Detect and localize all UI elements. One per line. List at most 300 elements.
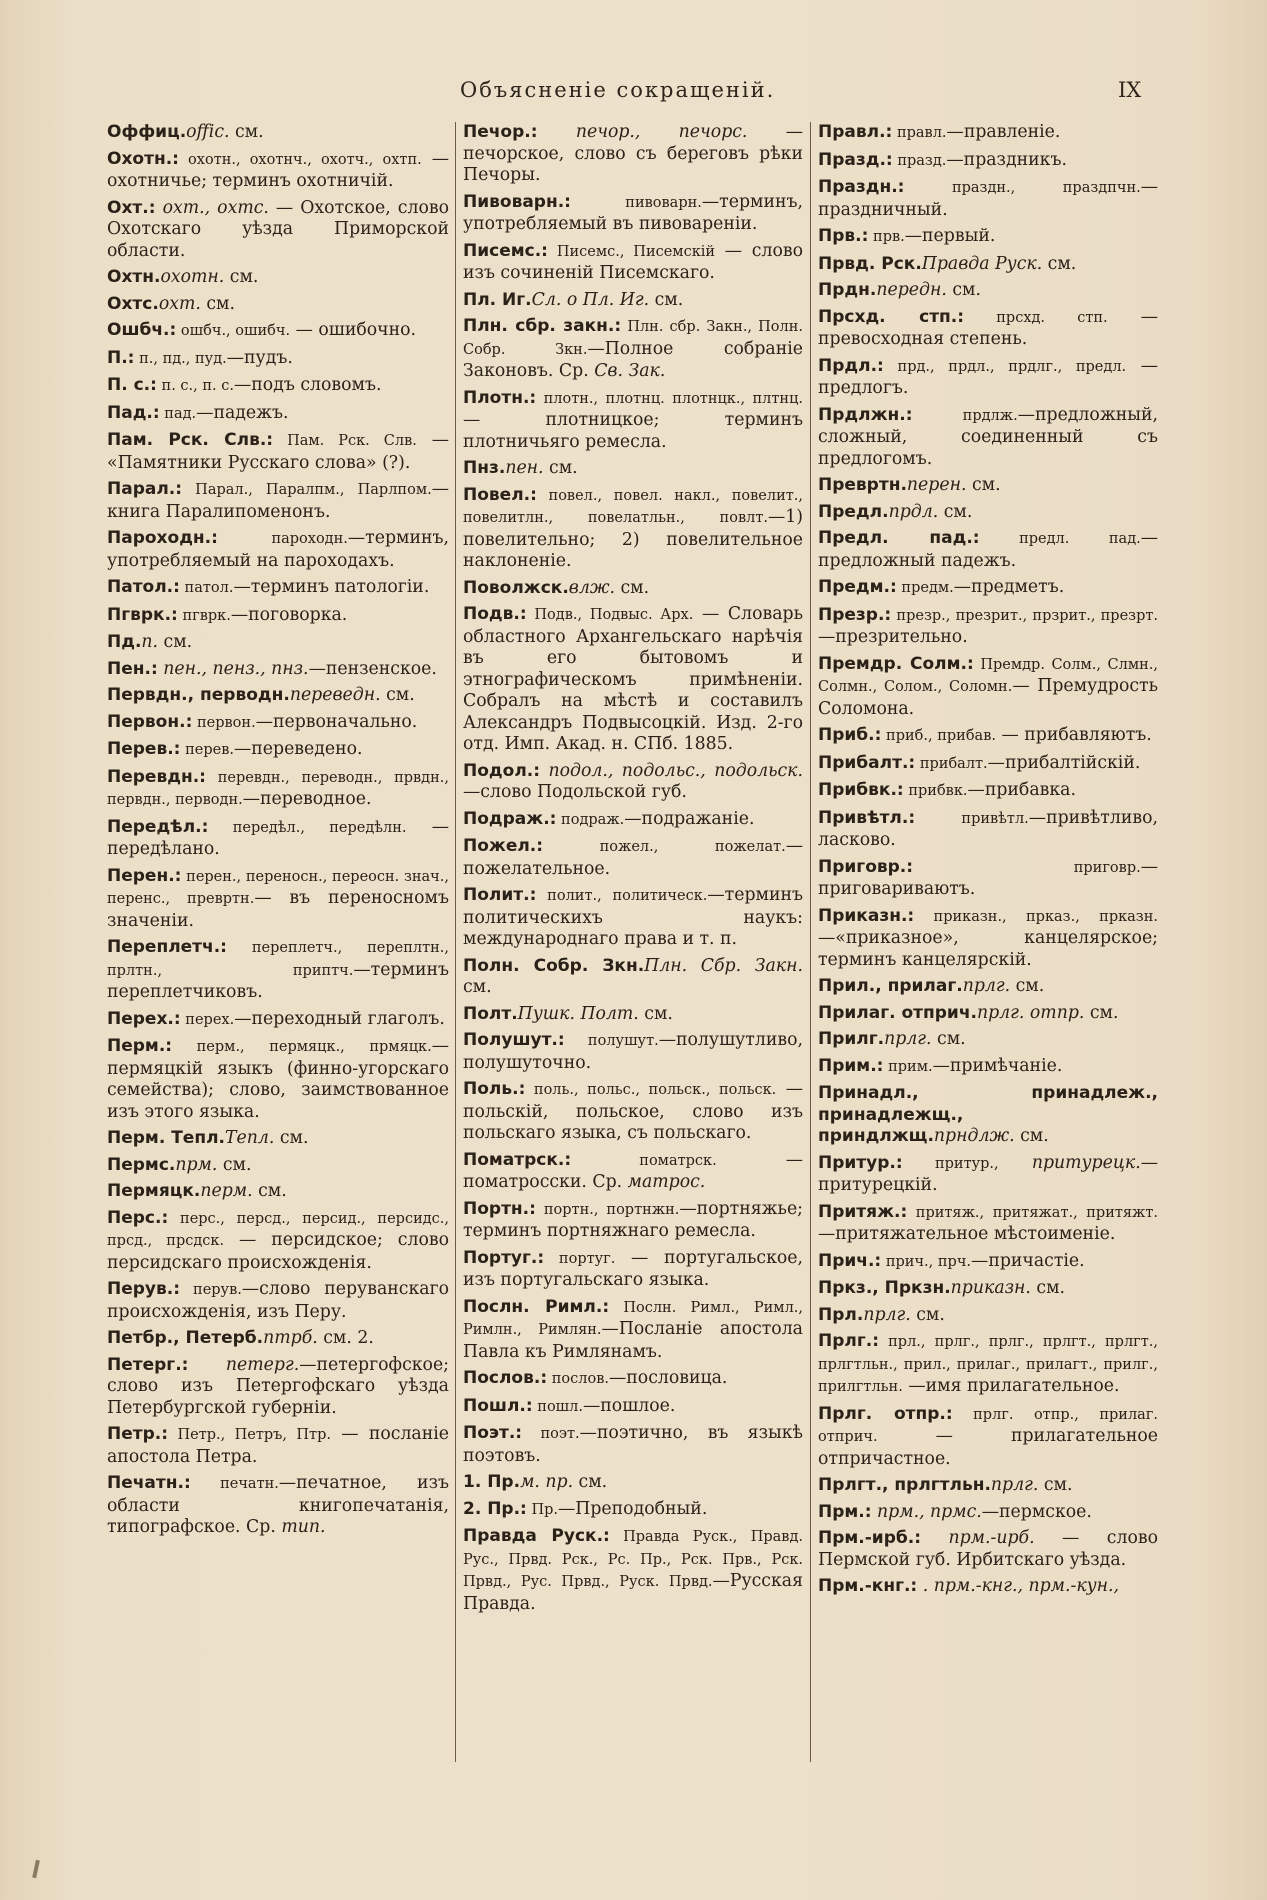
entry-headword: Предл. bbox=[818, 501, 889, 522]
column-1 bbox=[107, 122, 449, 1544]
entry-abbreviation: передн. bbox=[876, 280, 947, 300]
dictionary-entry bbox=[818, 1502, 1158, 1524]
dictionary-entry bbox=[818, 725, 1158, 748]
entry-definition: —первый. bbox=[904, 226, 996, 246]
entry-headword: Полушут.: bbox=[463, 1030, 565, 1050]
entry-headword: Предл. пад.: bbox=[818, 528, 980, 548]
entry-abbreviation: перевдн., переводн., првдн., первдн., перводн. bbox=[107, 769, 449, 808]
entry-definition: —причастіе. bbox=[971, 1250, 1085, 1271]
entry-headword: Притур.: bbox=[818, 1152, 903, 1173]
entry-definition: —терминъ переплетчиковъ. bbox=[107, 959, 449, 1002]
entry-abbreviation: прлг. bbox=[990, 1475, 1039, 1495]
entry-abbreviation: перев. bbox=[180, 742, 234, 758]
entry-definition: —предлогъ. bbox=[818, 355, 1158, 398]
dictionary-entry bbox=[107, 1355, 449, 1420]
entry-abbreviation: предм. bbox=[896, 580, 954, 596]
entry-definition: —книга Паралипоменонъ. bbox=[107, 479, 449, 522]
entry-definition: —пензенское. bbox=[308, 658, 437, 679]
entry-definition: —пожелательное. bbox=[463, 836, 803, 879]
dictionary-entry bbox=[107, 294, 449, 316]
entry-abbreviation: прлг. отпр. bbox=[976, 1002, 1085, 1023]
column-rule bbox=[455, 122, 456, 1762]
entry-definition: —Посланіе апостола Павла къ Римлянамъ. bbox=[463, 1319, 803, 1362]
dictionary-entry bbox=[107, 685, 449, 707]
entry-definition: —правленіе. bbox=[946, 122, 1061, 142]
entry-abbreviation: ошбч., ошибч. bbox=[176, 323, 291, 339]
dictionary-entry bbox=[818, 1576, 1158, 1598]
entry-definition: см. bbox=[938, 501, 973, 522]
entry-definition: — польскій, польское, слово изъ польскаго языка, съ польскаго. bbox=[463, 1079, 804, 1143]
entry-definition: —поговорка. bbox=[230, 604, 348, 625]
entry-definition: — печорское, слово съ береговъ рѣки Печоры. bbox=[463, 122, 803, 185]
entry-headword: Перевдн.: bbox=[107, 766, 206, 787]
entry-abbreviation: Правда Руск., Правд. Рус., Првд. Рск., Рс. Пр., Рск. Прв., Рск. Првд., Рус. Првд., Руск. Првд. bbox=[463, 1529, 803, 1590]
entry-abbreviation: п. bbox=[141, 632, 159, 652]
entry-abbreviation: первон. bbox=[192, 714, 256, 731]
dictionary-entry bbox=[818, 122, 1158, 145]
dictionary-entry bbox=[463, 1030, 803, 1074]
entry-abbreviation: . прм.-кнг., прм.-кун., bbox=[917, 1576, 1120, 1596]
entry-definition: —терминъ, употребляемый на пароходахъ. bbox=[107, 528, 449, 571]
entry-definition: —пудъ. bbox=[226, 347, 293, 368]
entry-abbreviation: прсхд. стп. bbox=[964, 309, 1108, 326]
dictionary-entry bbox=[818, 976, 1158, 998]
dictionary-entry bbox=[818, 808, 1158, 852]
entry-headword: Прибвк.: bbox=[818, 780, 904, 800]
dictionary-entry bbox=[107, 320, 449, 343]
entry-headword: Печор.: bbox=[463, 122, 538, 142]
entry-headword: Первон.: bbox=[107, 711, 193, 732]
entry-definition: —презрительно. bbox=[818, 627, 968, 647]
entry-abbreviation: правл. bbox=[892, 125, 947, 141]
entry-abbreviation: прибалт. bbox=[915, 755, 988, 772]
entry-abbreviation: Правда Руск. bbox=[921, 253, 1043, 274]
entry-abbreviation: м. пр. bbox=[520, 1472, 574, 1492]
entry-headword: Прил., прилаг. bbox=[818, 976, 963, 996]
entry-abbreviation: Пушк. Полт. bbox=[517, 1003, 639, 1024]
entry-definition: —переводное. bbox=[242, 789, 372, 809]
entry-headword: Поматрск.: bbox=[463, 1149, 572, 1170]
entry-headword: Прим.: bbox=[818, 1055, 884, 1076]
entry-headword: Перен.: bbox=[107, 865, 182, 886]
entry-abbreviation: перм., пермяцк., прмяцк. bbox=[172, 1039, 432, 1055]
entry-definition: —переходный глаголъ. bbox=[234, 1008, 445, 1029]
entry-definition: —падежъ. bbox=[196, 402, 289, 423]
entry-definition: см. bbox=[615, 577, 650, 598]
entry-headword: Прм.-кнг.: bbox=[818, 1576, 918, 1596]
entry-abbreviation: передѣл., передѣлн. bbox=[208, 819, 407, 836]
entry-definition: —подражаніе. bbox=[624, 808, 755, 829]
entry-headword: Петр.: bbox=[107, 1424, 169, 1444]
entry-abbreviation: печор., печорс. bbox=[537, 122, 748, 142]
dictionary-entry bbox=[463, 604, 803, 756]
entry-headword: Прм.-ирб.: bbox=[818, 1528, 922, 1548]
entry-headword: Охотн.: bbox=[107, 148, 179, 169]
entry-abbreviation: поль., польс., польск., польск. bbox=[525, 1082, 777, 1098]
entry-abbreviation: Премдр. Солм., Слмн., Солмн., Солом., Соломн. bbox=[818, 656, 1158, 695]
entry-definition: — въ переносномъ значеніи. bbox=[107, 888, 449, 931]
margin-mark bbox=[32, 1860, 40, 1878]
entry-definition: см. 2. bbox=[317, 1328, 374, 1348]
dictionary-entry bbox=[107, 632, 449, 654]
dictionary-entry bbox=[107, 767, 449, 812]
dictionary-entry bbox=[107, 712, 449, 735]
entry-headword: Петбр., Петерб. bbox=[107, 1328, 264, 1348]
dictionary-entry bbox=[463, 458, 803, 480]
entry-definition: см. bbox=[649, 289, 684, 310]
entry-abbreviation: португ. bbox=[544, 1250, 616, 1267]
entry-abbreviation: пароходн. bbox=[217, 531, 348, 547]
dictionary-entry bbox=[463, 1396, 803, 1419]
entry-abbreviation: петерг. bbox=[188, 1354, 300, 1375]
dictionary-entry bbox=[107, 1424, 449, 1468]
entry-definition: —«приказное», канцелярское; терминъ канцелярскій. bbox=[818, 928, 1158, 970]
entry-headword: Полт. bbox=[463, 1003, 518, 1024]
entry-headword: Плотн.: bbox=[463, 387, 537, 408]
dictionary-entry bbox=[818, 405, 1158, 471]
dictionary-entry bbox=[818, 1404, 1158, 1471]
entry-headword: Португ.: bbox=[463, 1247, 545, 1268]
entry-headword: Правл.: bbox=[818, 122, 893, 142]
entry-abbreviation: Петр., Петръ, Птр. bbox=[168, 1427, 331, 1443]
entry-headword: Писемс.: bbox=[463, 240, 548, 261]
entry-abbreviation: offic. bbox=[186, 122, 230, 142]
dictionary-entry bbox=[818, 1528, 1158, 1571]
entry-abbreviation: перув. bbox=[180, 1282, 242, 1298]
entry-abbreviation: пивоварн. bbox=[570, 194, 702, 211]
entry-headword: Презр.: bbox=[818, 604, 892, 625]
entry-definition: — Премудрость Соломона. bbox=[818, 676, 1158, 719]
entry-abbreviation: пад. bbox=[159, 405, 197, 422]
entry-definition: — Словарь областного Архангельскаго нарѣчія въ его бытовомъ и этнографическомъ примѣненіи. Собралъ на мѣстѣ и составилъ Александръ Подвысоцкій. Изд. 2-го отд. Имп. Акад. н. СПб. 1885. bbox=[463, 604, 803, 754]
entry-abbreviation: портн., портнжн. bbox=[535, 1201, 680, 1218]
dictionary-entry bbox=[818, 528, 1158, 572]
dictionary-entry bbox=[107, 605, 449, 628]
entry-abbreviation: послов. bbox=[547, 1371, 609, 1387]
entry-definition: —переведено. bbox=[233, 739, 363, 759]
entry-abbreviation: поматрск. bbox=[571, 1152, 717, 1169]
entry-abbreviation: Подв., Подвыс. Арх. bbox=[526, 607, 694, 623]
entry-definition: — превосходная степень. bbox=[818, 306, 1158, 349]
entry-headword: Прдл.: bbox=[818, 355, 884, 376]
entry-definition: —привѣтливо, ласково. bbox=[818, 807, 1158, 850]
dictionary-entry bbox=[107, 866, 449, 933]
entry-headword: Прсхд. стп.: bbox=[818, 306, 965, 327]
entry-abbreviation: прим. bbox=[883, 1058, 933, 1075]
dictionary-entry bbox=[463, 192, 803, 236]
entry-headword: Пд. bbox=[107, 632, 142, 652]
entry-definition: см. bbox=[638, 1003, 673, 1024]
entry-abbreviation: матрос. bbox=[627, 1172, 706, 1192]
entry-definition: —пошлое. bbox=[582, 1395, 676, 1416]
dictionary-entry bbox=[107, 430, 449, 474]
entry-abbreviation: презр., презрит., прзрит., презрт. bbox=[891, 607, 1158, 624]
entry-headword: Ошбч.: bbox=[107, 320, 177, 340]
entry-abbreviation: притяж., притяжат., притяжт. bbox=[907, 1204, 1158, 1221]
entry-abbreviation: празд. bbox=[892, 152, 947, 169]
dictionary-entry bbox=[107, 937, 449, 1004]
entry-abbreviation: прдлж. bbox=[912, 407, 1018, 424]
dictionary-entry bbox=[107, 817, 449, 861]
entry-headword: Пгврк.: bbox=[107, 604, 178, 625]
dictionary-entry bbox=[818, 1083, 1158, 1148]
entry-abbreviation: печатн. bbox=[190, 1476, 279, 1492]
entry-abbreviation: пен., пенз., пнз. bbox=[157, 658, 309, 679]
dictionary-entry bbox=[463, 761, 803, 804]
entry-definition: см. bbox=[200, 293, 235, 314]
entry-abbreviation: Сл. о Пл. Иг. bbox=[531, 289, 650, 310]
entry-definition: см. bbox=[910, 1304, 945, 1325]
page-number: IX bbox=[1118, 78, 1142, 102]
dictionary-entry bbox=[818, 1056, 1158, 1079]
entry-headword: Правда Руск.: bbox=[463, 1526, 610, 1546]
entry-headword: Пен.: bbox=[107, 658, 158, 679]
entry-abbreviation: прндлж. bbox=[933, 1126, 1015, 1146]
entry-abbreviation: перен., переносн., переосн. знач., перенс., превртн. bbox=[107, 868, 449, 907]
entry-definition: —1) повелительно; 2) повелительное наклоненіе. bbox=[463, 507, 803, 571]
entry-headword: Пожел.: bbox=[463, 836, 544, 856]
entry-abbreviation: повел., повел. накл., повелит., повелитлн., повелатльн., повлт. bbox=[463, 487, 803, 526]
entry-abbreviation: прм. bbox=[175, 1154, 218, 1175]
entry-headword: Пркз., Пркзн. bbox=[818, 1278, 951, 1298]
dictionary-entry bbox=[463, 1199, 803, 1243]
entry-abbreviation: Тепл. bbox=[224, 1128, 275, 1148]
entry-abbreviation: Пам. Рск. Слв. bbox=[273, 433, 417, 449]
entry-headword: Послн. Римл.: bbox=[463, 1296, 610, 1317]
entry-definition: —пословица. bbox=[608, 1368, 728, 1388]
dictionary-entry bbox=[818, 307, 1158, 351]
entry-abbreviation: притурецк. bbox=[998, 1152, 1141, 1173]
entry-abbreviation: перс., персд., персид., персидс., прсд., прсдск. bbox=[107, 1210, 449, 1249]
entry-definition: — прибавляютъ. bbox=[995, 725, 1152, 745]
entry-definition: см. bbox=[543, 458, 578, 478]
dictionary-entry bbox=[107, 149, 449, 193]
entry-definition: — плотницкое; терминъ плотничьяго ремесла. bbox=[463, 410, 803, 452]
entry-abbreviation: прм., прмс. bbox=[871, 1501, 982, 1522]
entry-definition: см. bbox=[252, 1181, 287, 1201]
entry-abbreviation: приказн., прказ., прказн. bbox=[914, 908, 1158, 925]
entry-headword: Прилг. bbox=[818, 1029, 885, 1049]
entry-headword: Прлг. отпр.: bbox=[818, 1403, 953, 1424]
entry-headword: Предм.: bbox=[818, 577, 897, 597]
entry-headword: Приказн.: bbox=[818, 905, 915, 926]
entry-abbreviation: подол., подольс., подольск. bbox=[540, 760, 803, 781]
entry-definition: см. bbox=[931, 1029, 966, 1049]
entry-headword: Прл. bbox=[818, 1304, 864, 1325]
entry-definition: —печатное, изъ области книгопечатанія, типографское. Ср. bbox=[107, 1473, 449, 1537]
entry-definition: — прилагательное отпричастное. bbox=[818, 1426, 1158, 1469]
dictionary-entry bbox=[463, 1248, 803, 1292]
entry-abbreviation: пен. bbox=[505, 458, 544, 478]
entry-headword: Охт.: bbox=[107, 197, 156, 218]
entry-abbreviation: прлг. bbox=[962, 976, 1011, 996]
dictionary-entry bbox=[818, 1331, 1158, 1399]
entry-definition: см. bbox=[224, 267, 259, 287]
entry-definition: см. bbox=[274, 1128, 309, 1148]
dictionary-entry bbox=[463, 836, 803, 880]
dictionary-entry bbox=[107, 739, 449, 762]
entry-definition: —поэтично, въ языкѣ поэтовъ. bbox=[463, 1423, 803, 1466]
entry-abbreviation: Плн. Сбр. Закн. bbox=[644, 955, 803, 976]
dictionary-entry bbox=[818, 280, 1158, 302]
dictionary-entry bbox=[463, 1004, 803, 1026]
dictionary-entry bbox=[107, 1128, 449, 1150]
entry-headword: Подраж.: bbox=[463, 808, 557, 829]
entry-abbreviation: пгврк. bbox=[177, 607, 231, 624]
entry-abbreviation: прлг. bbox=[884, 1029, 932, 1049]
entry-headword: Пошл.: bbox=[463, 1395, 533, 1416]
entry-definition: см. bbox=[1042, 253, 1077, 274]
entry-definition: см. bbox=[946, 280, 981, 300]
entry-headword: Послов.: bbox=[463, 1368, 548, 1388]
dictionary-entry bbox=[818, 356, 1158, 400]
entry-abbreviation: пошл. bbox=[532, 1398, 583, 1415]
entry-abbreviation: охотн., охотнч., охотч., охтп. bbox=[178, 151, 422, 168]
entry-headword: 1. Пр. bbox=[463, 1472, 521, 1492]
entry-abbreviation: приговр. bbox=[913, 859, 1141, 876]
dictionary-entry bbox=[463, 241, 803, 285]
entry-definition: см. bbox=[573, 1472, 608, 1492]
dictionary-entry bbox=[107, 1328, 449, 1350]
entry-headword: П. с.: bbox=[107, 375, 157, 395]
entry-definition: —полушутливо, полушуточно. bbox=[463, 1030, 803, 1073]
dictionary-entry bbox=[818, 1153, 1158, 1197]
entry-headword: Прдлжн.: bbox=[818, 404, 913, 425]
entry-abbreviation: переплетч., переплтн., прлтн., приптч. bbox=[107, 940, 449, 979]
entry-headword: Прдн. bbox=[818, 280, 877, 300]
column-2 bbox=[463, 122, 803, 1620]
dictionary-entry bbox=[107, 1181, 449, 1203]
dictionary-entry bbox=[818, 1202, 1158, 1246]
dictionary-entry bbox=[818, 150, 1158, 173]
entry-headword: Праздн.: bbox=[818, 177, 905, 197]
entry-abbreviation: Пр. bbox=[526, 1501, 559, 1518]
entry-abbreviation: перен. bbox=[906, 475, 967, 495]
dictionary-entry bbox=[463, 290, 803, 312]
entry-headword: Прибалт.: bbox=[818, 752, 916, 773]
entry-definition: —притяжательное мѣстоименіе. bbox=[818, 1224, 1116, 1244]
entry-abbreviation: прибвк. bbox=[903, 783, 968, 799]
entry-abbreviation: приказн. bbox=[950, 1278, 1031, 1298]
dictionary-entry bbox=[107, 198, 449, 263]
entry-definition: см. bbox=[217, 1154, 252, 1175]
entry-definition: —Полное собраніе Законовъ. Ср. bbox=[463, 338, 803, 381]
entry-headword: Пароходн.: bbox=[107, 528, 218, 548]
entry-definition: см. bbox=[966, 475, 1001, 495]
dictionary-entry bbox=[463, 122, 803, 187]
entry-abbreviation: Плн. сбр. Закн., Полн. Собр. Зкн. bbox=[463, 319, 804, 358]
entry-headword: Приб.: bbox=[818, 725, 882, 745]
dictionary-entry bbox=[463, 1368, 803, 1391]
dictionary-entry bbox=[107, 403, 449, 426]
dictionary-entry bbox=[818, 1251, 1158, 1274]
entry-abbreviation: поэт. bbox=[522, 1426, 580, 1442]
entry-headword: Охтн. bbox=[107, 267, 161, 287]
entry-abbreviation: праздн., праздпчн. bbox=[904, 180, 1141, 196]
dictionary-entry bbox=[463, 1472, 803, 1494]
entry-headword: Перех.: bbox=[107, 1008, 181, 1029]
dictionary-entry bbox=[818, 1475, 1158, 1497]
entry-abbreviation: прлг. отпр., прилаг. отприч. bbox=[818, 1406, 1159, 1445]
entry-abbreviation: влж. bbox=[568, 577, 615, 598]
entry-definition: — охотничье; терминъ охотничій. bbox=[107, 148, 449, 191]
entry-abbreviation: подраж. bbox=[556, 811, 625, 828]
dictionary-entry bbox=[818, 577, 1158, 600]
entry-headword: Пнз. bbox=[463, 458, 506, 478]
dictionary-entry bbox=[818, 753, 1158, 776]
entry-abbreviation: прдл. bbox=[888, 501, 939, 522]
entry-definition: —Русская Правда. bbox=[463, 1571, 803, 1614]
entry-definition: —предложный падежъ. bbox=[818, 528, 1159, 571]
entry-headword: Перм. Тепл. bbox=[107, 1128, 225, 1148]
entry-definition: —примѣчаніе. bbox=[932, 1055, 1063, 1076]
entry-definition: — ошибочно. bbox=[290, 320, 416, 340]
entry-headword: Передѣл.: bbox=[107, 816, 209, 837]
entry-definition: см. bbox=[1030, 1278, 1066, 1298]
entry-abbreviation: полушут. bbox=[564, 1033, 659, 1049]
entry-headword: Патол.: bbox=[107, 577, 180, 597]
entry-definition: —терминъ патологіи. bbox=[233, 577, 430, 597]
entry-headword: Портн.: bbox=[463, 1198, 536, 1219]
entry-definition: — пермяцкій языкъ (финно-угорскаго семейства); слово, заимствованное изъ этого языка. bbox=[107, 1036, 449, 1122]
entry-definition: —портняжье; терминъ портняжнаго ремесла. bbox=[463, 1198, 803, 1241]
entry-headword: Полн. Собр. Зкн. bbox=[463, 955, 645, 976]
entry-abbreviation: тип. bbox=[281, 1517, 326, 1537]
dictionary-entry bbox=[463, 809, 803, 832]
entry-definition: см. bbox=[463, 977, 492, 997]
dictionary-entry bbox=[107, 528, 449, 572]
entry-headword: Пермяцк. bbox=[107, 1181, 201, 1201]
entry-headword: Перев.: bbox=[107, 739, 181, 759]
dictionary-entry bbox=[818, 502, 1158, 524]
entry-headword: Полит.: bbox=[463, 885, 537, 905]
entry-abbreviation: предл. пад. bbox=[979, 531, 1141, 547]
entry-definition: см. bbox=[1038, 1475, 1073, 1495]
entry-definition: см. bbox=[158, 632, 193, 652]
entry-headword: Прлгт., прлгтльн. bbox=[818, 1475, 991, 1495]
entry-definition: —пермское. bbox=[981, 1501, 1092, 1522]
entry-abbreviation: прд., прдл., прдлг., предл. bbox=[883, 358, 1127, 375]
entry-headword: Первдн., перводн. bbox=[107, 685, 290, 705]
entry-headword: Печатн.: bbox=[107, 1473, 191, 1493]
entry-headword: Парал.: bbox=[107, 479, 183, 499]
dictionary-entry bbox=[818, 906, 1158, 972]
entry-definition: — праздничный. bbox=[818, 177, 1158, 220]
dictionary-entry bbox=[107, 1208, 449, 1275]
dictionary-entry bbox=[463, 388, 803, 454]
entry-headword: Пл. Иг. bbox=[463, 289, 532, 310]
dictionary-entry bbox=[818, 1029, 1158, 1051]
entry-definition: — слово Пермской губ. Ирбитскаго уѣзда. bbox=[818, 1528, 1158, 1570]
entry-headword: Переплетч.: bbox=[107, 937, 227, 957]
entry-definition: —приговариваютъ. bbox=[818, 856, 1158, 899]
entry-headword: Пам. Рск. Слв.: bbox=[107, 430, 274, 450]
entry-headword: Приговр.: bbox=[818, 856, 914, 877]
entry-definition: —подъ словомъ. bbox=[234, 375, 382, 395]
entry-headword: Подол.: bbox=[463, 760, 541, 781]
dictionary-entry bbox=[818, 1003, 1158, 1025]
entry-abbreviation: прич., прч. bbox=[881, 1253, 972, 1270]
entry-abbreviation: патол. bbox=[179, 580, 234, 596]
entry-headword: Перув.: bbox=[107, 1279, 181, 1299]
entry-definition: — слово изъ сочиненій Писемскаго. bbox=[463, 240, 804, 283]
entry-definition: — персидское; слово персидскаго происхожденія. bbox=[107, 1230, 449, 1273]
entry-abbreviation: Послн. Римл., Римл., Римлн., Римлян. bbox=[463, 1299, 803, 1338]
dictionary-entry bbox=[107, 1155, 449, 1177]
dictionary-entry bbox=[107, 375, 449, 398]
entry-headword: Пад.: bbox=[107, 402, 160, 423]
dictionary-entry bbox=[463, 485, 803, 573]
